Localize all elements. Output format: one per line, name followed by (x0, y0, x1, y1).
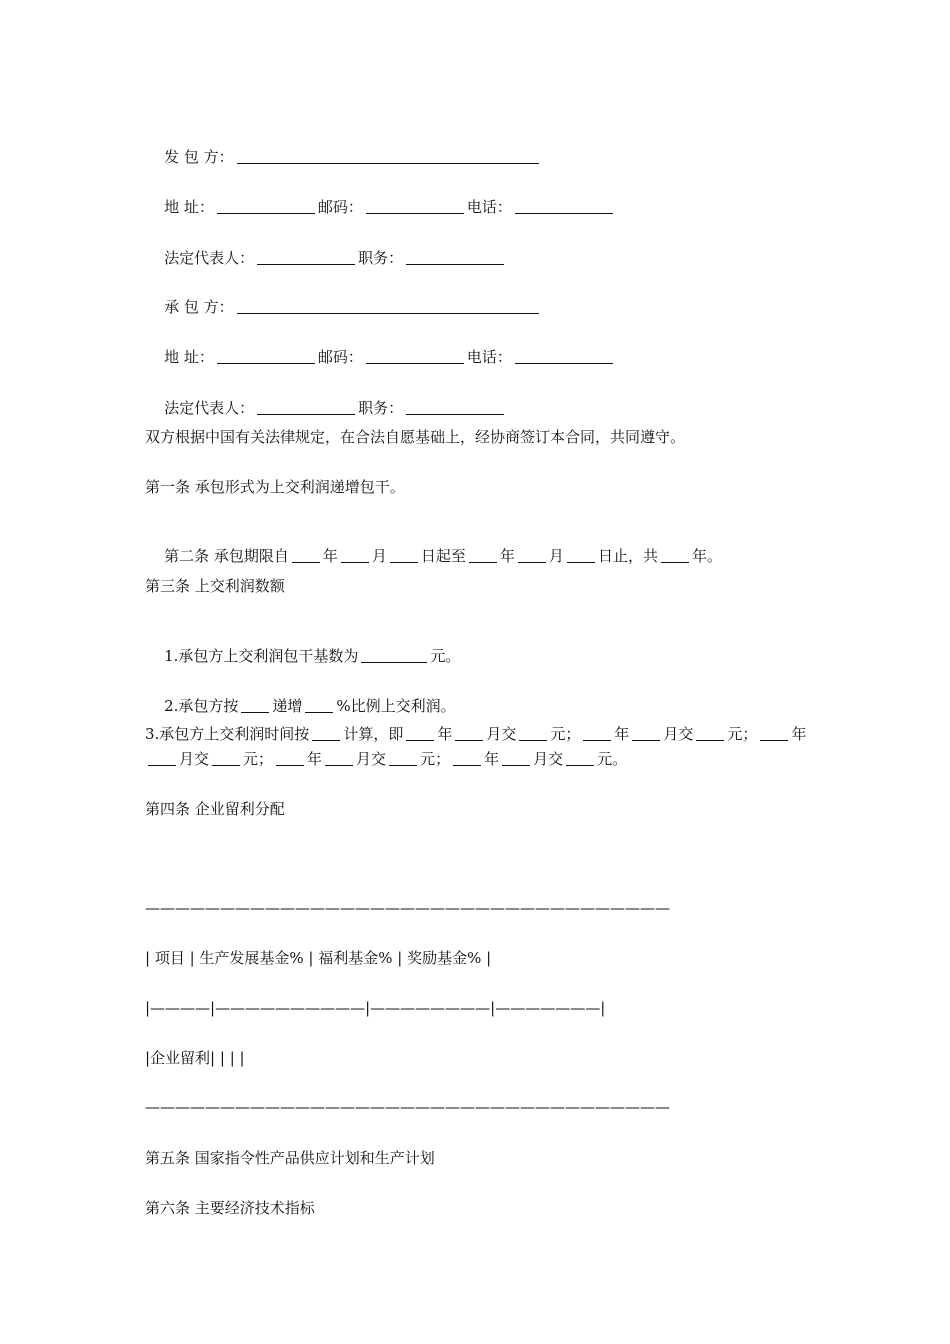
party-a-label: 发 包 方： (164, 148, 234, 166)
article-1: 第一条 承包形式为上交利润递增包干。 (145, 478, 405, 496)
blank (566, 751, 594, 766)
art2-prefix: 第二条 承包期限自 (164, 547, 289, 565)
table-data-row: |企业留利| | | | (145, 1049, 245, 1067)
party-b-postcode-label: 邮码： (317, 348, 363, 366)
blank (583, 726, 611, 741)
art2-year: 年 (499, 547, 515, 565)
art3-2-suffix: %比例上交利润。 (336, 697, 456, 715)
blank (567, 548, 595, 563)
art3-3-month-pay: 月交 (179, 750, 210, 768)
art3-3-yuan: 元； (550, 725, 581, 743)
blank (502, 751, 530, 766)
art3-3-year: 年 (791, 725, 807, 743)
blank (305, 698, 333, 713)
blank (455, 726, 483, 741)
party-b-rep-blank (257, 400, 355, 415)
party-b-address-label: 地 址： (164, 348, 214, 366)
party-a-postcode-blank (366, 199, 464, 214)
party-b-phone-label: 电话： (466, 348, 512, 366)
blank (312, 726, 340, 741)
art3-3-month-pay: 月交 (486, 725, 517, 743)
art2-month: 月 (371, 547, 387, 565)
article-4-title: 第四条 企业留利分配 (145, 800, 285, 818)
blank (696, 726, 724, 741)
article-6: 第六条 主要经济技术指标 (145, 1199, 315, 1217)
blank (292, 548, 320, 563)
party-a-postcode-label: 邮码： (317, 198, 363, 216)
art3-3-year: 年 (484, 750, 500, 768)
art3-3-year: 年 (437, 725, 453, 743)
blank (406, 726, 434, 741)
party-a-title-blank (406, 250, 504, 265)
blank (148, 751, 176, 766)
blank (341, 548, 369, 563)
blank (389, 751, 417, 766)
art3-2-prefix: 2.承包方按 (164, 697, 239, 715)
art3-3-year: 年 (307, 750, 323, 768)
art3-3-yuan: 元； (727, 725, 758, 743)
art3-3-yuan: 元； (420, 750, 451, 768)
table-top-rule: ——————————————————————————————————— (145, 899, 670, 917)
table-divider-row: |————|——————————|————————|———————| (145, 999, 606, 1017)
preamble: 双方根据中国有关法律规定，在合法自愿基础上，经协商签订本合同，共同遵守。 (145, 428, 686, 446)
party-a-blank (237, 149, 539, 164)
party-b-title-blank (406, 400, 504, 415)
table-bottom-rule: ——————————————————————————————————— (145, 1098, 670, 1116)
blank (390, 548, 418, 563)
blank (469, 548, 497, 563)
blank (453, 751, 481, 766)
party-a-rep-label: 法定代表人： (164, 249, 255, 267)
art2-end: 年。 (691, 547, 722, 565)
art2-day-from: 日起至 (420, 547, 466, 565)
party-a-title-label: 职务： (358, 249, 404, 267)
party-a-phone-blank (515, 199, 613, 214)
party-a-rep-blank (257, 250, 355, 265)
party-b-postcode-blank (366, 349, 464, 364)
art3-3-yuan-end: 元。 (597, 750, 628, 768)
art3-3-month-pay: 月交 (356, 750, 387, 768)
party-b-rep-label: 法定代表人： (164, 399, 255, 417)
article-5: 第五条 国家指令性产品供应计划和生产计划 (145, 1149, 435, 1167)
art3-2-mid: 递增 (272, 697, 303, 715)
blank (519, 726, 547, 741)
blank (212, 751, 240, 766)
table-header-row: | 项目 | 生产发展基金% | 福利基金% | 奖励基金% | (145, 949, 492, 967)
blank (661, 548, 689, 563)
art3-1-prefix: 1.承包方上交利润包干基数为 (164, 647, 359, 665)
blank (241, 698, 269, 713)
blank (361, 648, 427, 663)
party-a-phone-label: 电话： (466, 198, 512, 216)
party-b-blank (237, 299, 539, 314)
article-3-3 (145, 722, 810, 772)
art2-day-to: 日止，共 (597, 547, 658, 565)
blank (325, 751, 353, 766)
blank (518, 548, 546, 563)
art2-year: 年 (322, 547, 338, 565)
blank (632, 726, 660, 741)
art3-3-yuan: 元； (243, 750, 274, 768)
party-a-address-blank (217, 199, 315, 214)
party-a-address-label: 地 址： (164, 198, 214, 216)
article-3-title: 第三条 上交利润数额 (145, 577, 285, 595)
party-b-address-blank (217, 349, 315, 364)
art3-1-suffix: 元。 (430, 647, 461, 665)
blank (276, 751, 304, 766)
art3-3-calc: 计算，即 (343, 725, 404, 743)
art3-3-prefix: 3.承包方上交利润时间按 (145, 725, 310, 743)
party-b-label: 承 包 方： (164, 298, 234, 316)
blank (760, 726, 788, 741)
party-b-phone-blank (515, 349, 613, 364)
party-b-title-label: 职务： (358, 399, 404, 417)
art3-3-month-pay: 月交 (533, 750, 564, 768)
art2-month: 月 (548, 547, 564, 565)
art3-3-year: 年 (614, 725, 630, 743)
art3-3-month-pay: 月交 (663, 725, 694, 743)
